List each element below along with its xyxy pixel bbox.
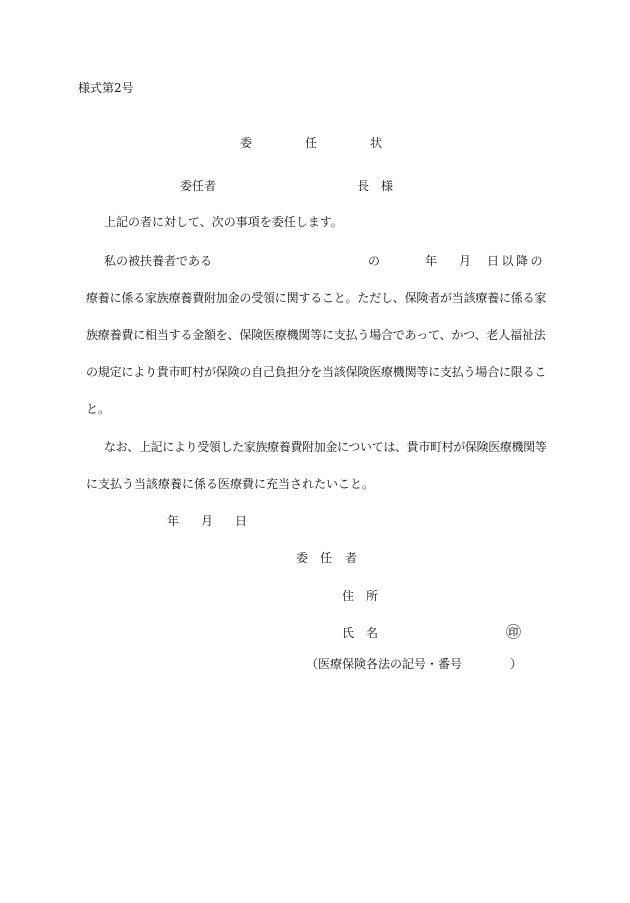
- form-number: 様式第2号: [78, 81, 134, 95]
- item1-particle: の: [368, 254, 381, 268]
- seal-icon: ㊞: [506, 623, 522, 641]
- delegator-label: 委任者: [180, 179, 217, 193]
- addressee-honorific: 様: [381, 179, 394, 193]
- item1-day-after: 日以降の: [487, 254, 546, 268]
- signature-label-char-1: 委: [296, 551, 309, 565]
- name-label-char-2: 名: [366, 626, 379, 640]
- insurance-number-close: ）: [510, 657, 523, 671]
- date-year: 年: [167, 514, 180, 528]
- insurance-number-open: （医療保険各法の記号・番号: [306, 657, 463, 671]
- item1-lead: 私の被扶養者である: [104, 254, 213, 268]
- name-label-char-1: 氏: [342, 626, 355, 640]
- title-char-1: 委: [240, 136, 253, 150]
- item1-line-2: 族療養費に相当する金額を、保険医療機関等に支払う場合であって、かつ、老人福祉法: [86, 328, 546, 342]
- intro-text: 上記の者に対して、次の事項を委任します。: [104, 215, 343, 229]
- item1-year: 年: [425, 254, 438, 268]
- item1-line-4: と。: [86, 402, 111, 416]
- title-char-3: 状: [370, 136, 383, 150]
- title-char-2: 任: [305, 136, 318, 150]
- item1-line-3: の規定により貴市町村が保険の自己負担分を当該保険医療機関等に支払う場合に限るこ: [86, 365, 547, 379]
- address-label-char-1: 住: [342, 589, 355, 603]
- addressee-chief: 長: [357, 179, 370, 193]
- address-label-char-2: 所: [366, 589, 379, 603]
- item2-line-2: に支払う当該療養に係る医療費に充当されたいこと。: [86, 477, 375, 491]
- item2-line-1: なお、上記により受領した家族療養費附加金については、貴市町村が保険医療機関等: [104, 440, 547, 454]
- signature-label-char-2: 任: [320, 551, 333, 565]
- date-month: 月: [201, 514, 214, 528]
- item1-month: 月: [459, 254, 472, 268]
- signature-label-char-3: 者: [345, 551, 358, 565]
- date-day: 日: [235, 514, 248, 528]
- item1-line-1: 療養に係る家族療養費附加金の受領に関すること。ただし、保険者が当該療養に係る家: [86, 291, 547, 305]
